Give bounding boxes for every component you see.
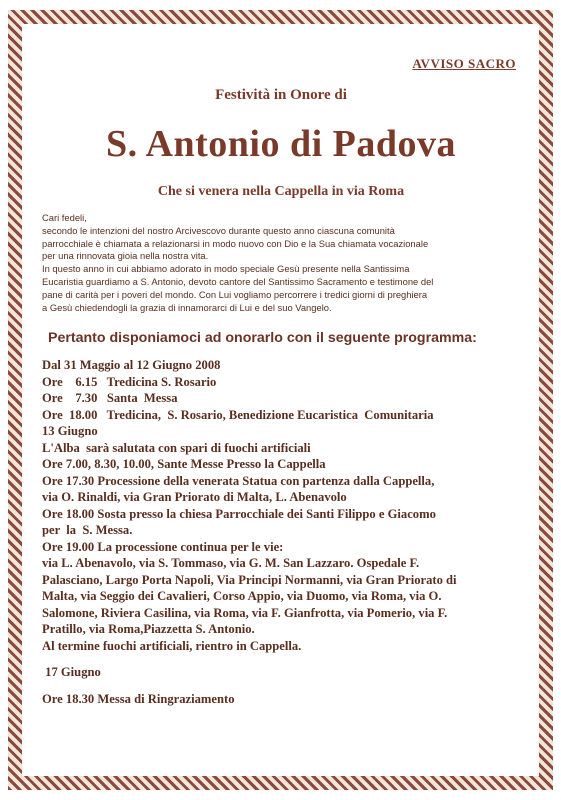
subtitle: Che si venera nella Cappella in via Roma [157, 184, 405, 199]
schedule-line: Pratillo, via Roma,Piazzetta S. Antonio. [42, 622, 255, 636]
intro-line: In questo anno in cui abbiamo adorato in modo speciale Gesù presente nella Santissima [42, 263, 410, 275]
schedule-line: Ore 18.00 Tredicina, S. Rosario, Benedizione Eucaristica Comunitaria [42, 407, 434, 422]
intro-line: secondo le intenzioni del nostro Arcivescovo durante questo anno ciascuna comunità [42, 224, 395, 236]
intro-line: parrocchiale è chiamata a relazionarsi in modo nuovo con Dio e la Sua chiamata vocazionale [42, 237, 429, 249]
page-title: S. Antonio di Padova [106, 123, 456, 165]
schedule-line: Palasciano, Largo Porta Napoli, Via Principi Normanni, via Gran Priorato di [42, 572, 457, 587]
schedule-date-17-giugno: 17 Giugno [42, 665, 101, 679]
schedule-line: Ore 18.00 Sosta presso la chiesa Parrocchiale dei Santi Filippo e Giacomo [42, 506, 436, 521]
intro-line: Eucaristia guardiamo a S. Antonio, devoto cantore del Santissimo Sacramento e testimone del [42, 275, 434, 287]
intro-line: per una rinnovata gioia nella nostra vita. [42, 250, 209, 262]
schedule-line: Al termine fuochi artificiali, rientro in Cappella. [42, 638, 302, 653]
schedule-line: 13 Giugno [42, 424, 98, 438]
schedule-line: Ore 6.15 Tredicina S. Rosario [42, 374, 217, 389]
festivita-heading: Festività in Onore di [215, 87, 347, 103]
schedule-line: Ore 7.00, 8.30, 10.00, Sante Messe Presso la Cappella [42, 457, 326, 471]
schedule-line: Salomone, Riviera Casilina, via Roma, via F. Gianfrotta, via Pomerio, via F. [42, 605, 448, 620]
schedule-line: L'Alba sarà salutata con spari di fuochi artificiali [42, 440, 311, 455]
intro-paragraph [42, 212, 522, 314]
schedule-line: via O. Rinaldi, via Gran Priorato di Malta, L. Abenavolo [42, 490, 347, 504]
schedule-list [42, 357, 528, 707]
intro-line: pane di carità per i poveri del mondo. Con Lui vogliamo percorrere i tredici giorni di preghiera [42, 288, 428, 300]
avviso-sacro-heading: AVVISO SACRO [412, 56, 516, 71]
content-area [34, 34, 528, 770]
intro-line: a Gesù chiedendogli la grazia di innamorarci di Lui e del suo Vangelo. [42, 301, 332, 313]
schedule-line: Ore 18.30 Messa di Ringraziamento [42, 691, 235, 706]
programma-heading: Pertanto disponiamoci ad onorarlo con il seguente programma: [48, 330, 477, 346]
schedule-line: Malta, via Seggio dei Cavalieri, Corso Appio, via Duomo, via Roma, via O. [42, 589, 442, 603]
schedule-line: Ore 7.30 Santa Messa [42, 391, 178, 405]
schedule-line: via L. Abenavolo, via S. Tommaso, via G. M. San Lazzaro. Ospedale F. [42, 556, 420, 570]
schedule-line: per la S. Messa. [42, 523, 133, 537]
intro-line: Cari fedeli, [42, 212, 87, 223]
schedule-line: Dal 31 Maggio al 12 Giugno 2008 [42, 358, 221, 372]
schedule-line: Ore 19.00 La processione continua per le vie: [42, 539, 284, 554]
schedule-line: Ore 17.30 Processione della venerata Statua con partenza dalla Cappella, [42, 473, 435, 488]
